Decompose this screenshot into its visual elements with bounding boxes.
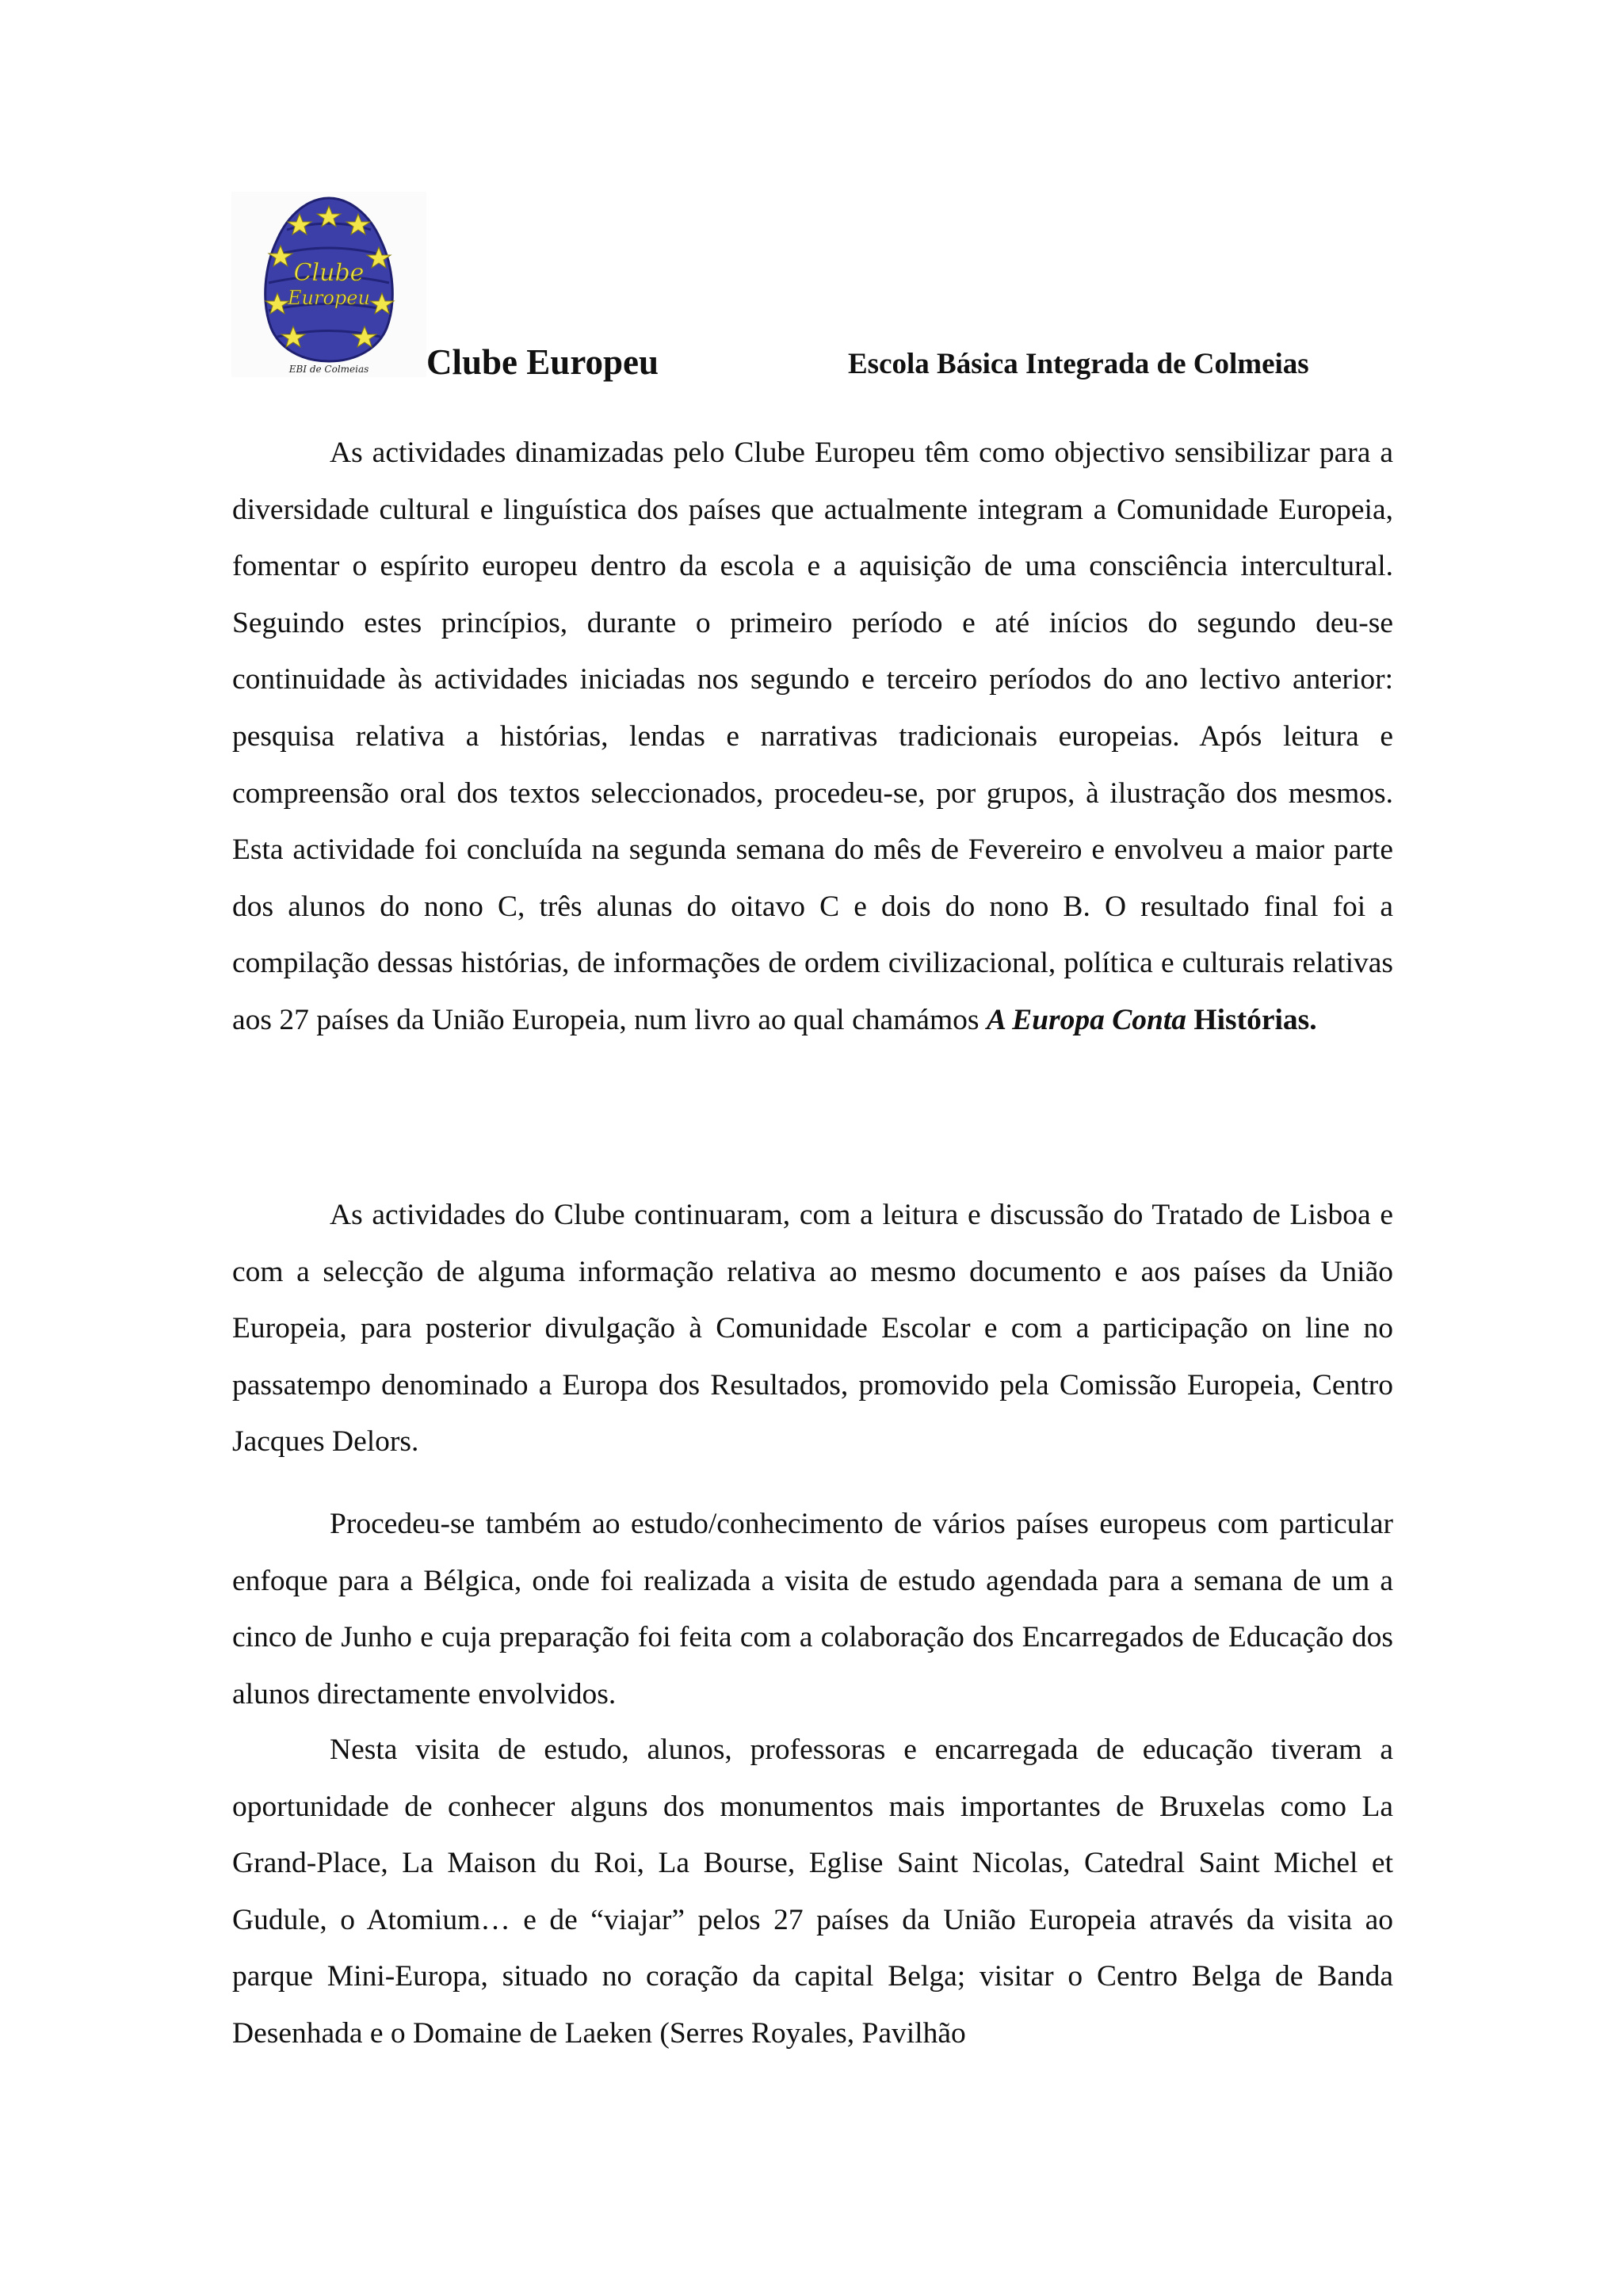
paragraph-activities-intro [232,425,1393,1049]
svg-text:EBI de Colmeias: EBI de Colmeias [288,364,369,375]
paragraph-text: As actividades dinamizadas pelo Clube Europeu têm como objectivo sensibilizar para a diversidade cultural e linguística dos países que actualmente integram a Comunidade Europeia, fomentar o espírito europeu dentro da escola e a aquisição de uma consciência intercultural. Seguindo estes princípios, durante o primeiro período e até inícios do segundo deu-se continuidade às actividades iniciadas nos segundo e terceiro períodos do ano lectivo anterior: pesquisa relativa a histórias, lendas e narrativas tradicionais europeias. Após leitura e compreensão oral dos textos seleccionados, procedeu-se, por grupos, à ilustração dos mesmos. Esta actividade foi concluída na segunda semana do mês de Fevereiro e envolveu a maior parte dos alunos do nono C, três alunas do oitavo C e dois do nono B. O resultado final foi a compilação dessas histórias, de informações de ordem civilizacional, política e culturais relativas aos 27 países da União Europeia, num livro ao qual chamámos [232,437,1393,1036]
paragraph-bruxelas-visit: Nesta visita de estudo, alunos, professoras e encarregada de educação tiveram a oportunidade de conhecer alguns dos monumentos mais importantes de Bruxelas como La Grand-Place, La Maison du Roi, La Bourse, Eglise Saint Nicolas, Catedral Saint Michel et Gudule, o Atomium… e de “viajar” pelos 27 países da União Europeia através da visita ao parque Mini-Europa, situado no coração da capital Belga; visitar o Centro Belga de Banda Desenhada e o Domaine de Laeken (Serres Royales, Pavilhão [232,1733,1393,2050]
paragraph-tratado-lisboa: As actividades do Clube continuaram, com a leitura e discussão do Tratado de Lisboa e com a selecção de alguma informação relativa ao mesmo documento e aos países da União Europeia, para posterior divulgação à Comunidade Escolar e com a participação on line no passatempo denominado a Europa dos Resultados, promovido pela Comissão Europeia, Centro Jacques Delors. [232,1199,1393,1459]
book-title-bold: Histórias. [1193,1003,1317,1036]
svg-text:Europeu: Europeu [288,287,370,309]
clube-europeu-logo [231,192,426,377]
paragraph-belgica-study: Procedeu-se também ao estudo/conhecimento de vários países europeus com particular enfoque para a Bélgica, onde foi realizada a visita de estudo agendada para a semana de um a cinco de Junho e cuja preparação foi feita com a colaboração dos Encarregados de Educação dos alunos directamente envolvidos. [232,1508,1393,1711]
club-title: Clube Europeu [426,342,659,382]
school-name: Escola Básica Integrada de Colmeias [848,348,1309,380]
book-title-italic: A Europa Conta [986,1003,1187,1036]
svg-text:Clube: Clube [293,259,365,287]
